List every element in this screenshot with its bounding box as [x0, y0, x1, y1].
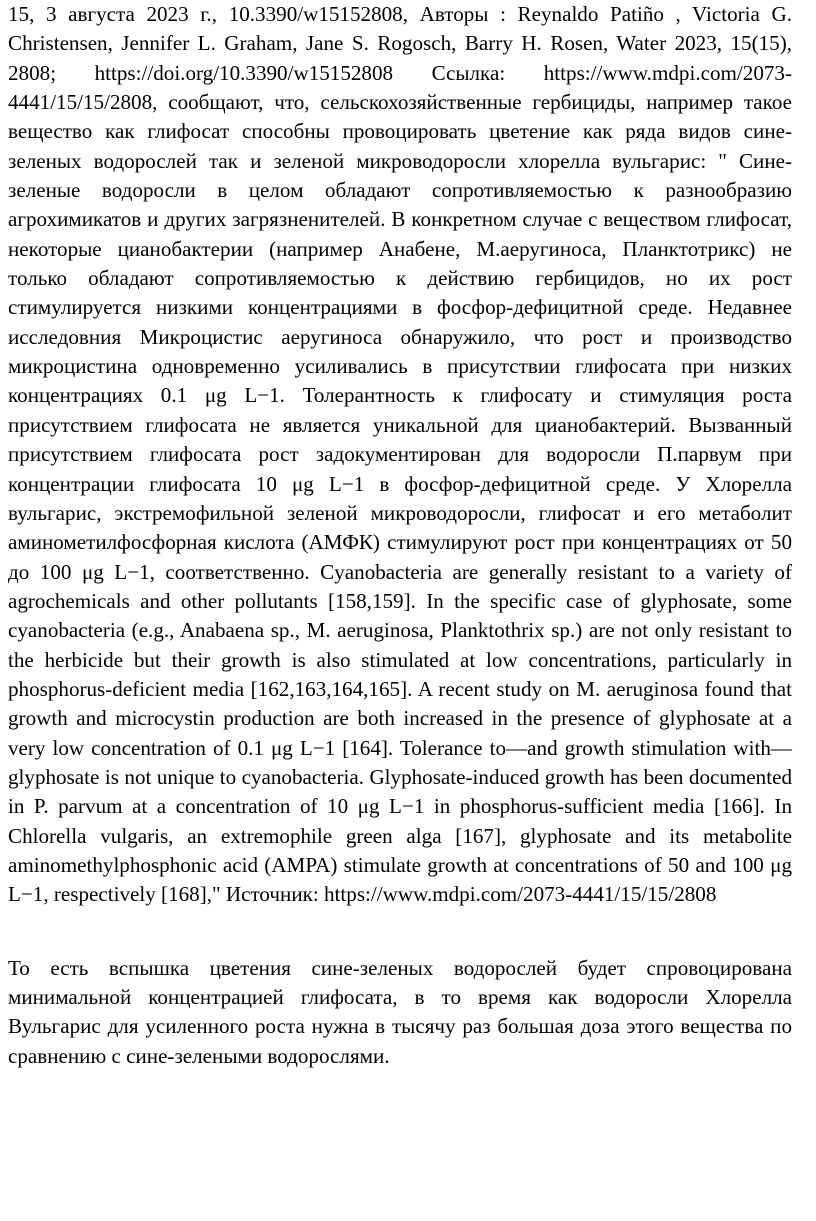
- body-paragraph-conclusion: То есть вспышка цветения сине-зеленых водорослей будет спровоцирована минимальной концентрацией глифосата, в то время как водоросли Хлорелла Вульгарис для усиленного роста нужна в тысячу раз большая доза этого вещества по сравнению с сине-зелеными водорослями.: [8, 955, 792, 1068]
- paragraph-spacer: [8, 910, 792, 954]
- body-paragraph-citation: 15, 3 августа 2023 г., 10.3390/w15152808, Авторы : Reynaldo Patiño , Victoria G. Christensen, Jennifer L. Graham, Jane S. Rogosch, Barry H. Rosen, Water 2023, 15(15), 2808; https://doi.org/10.3390/w15152808 Ссылка: https://www.mdpi.com/2073-4441/15/15/2808, сообщают, что, сельскохозяйственные гербициды, например такое вещество как глифосат способны провоцировать цветение как ряда видов сине-зеленых водорослей так и зеленой микроводоросли хлорелла вульгарис: " Сине-зеленые водоросли в целом обладают сопротивляемостью к разнообразию агрохимикатов и других загрязненителей. В конкретном случае с веществом глифосат, некоторые цианобактерии (например Анабене, М.аеругиноса, Планктотрикс) не только обладают сопротивляемостью к действию гербицидов, но их рост стимулируется низкими концентрациями в фосфор-дефицитной среде. Недавнее исследовния Микроцистис аеругиноса обнаружило, что рост и производство микроцистина одновременно усиливались в присутствии глифосата при низких концентрациях 0.1 μg L−1. Толерантность к глифосату и стимуляция роста присутствием глифосата не является уникальной для цианобактерий. Вызванный присутствием глифосата рост задокументирован для водоросли П.парвум при концентрации глифосата 10 μg L−1 в фосфор-дефицитной среде. У Хлорелла вульгарис, экстремофильной зеленой микроводоросли, глифосат и его метаболит аминометилфосфорная кислота (АМФК) стимулируют рост при концентрациях от 50 до 100 μg L−1, соответственно. Cyanobacteria are generally resistant to a variety of agrochemicals and other pollutants [158,159]. In the specific case of glyphosate, some cyanobacteria (e.g., Anabaena sp., M. aeruginosa, Planktothrix sp.) are not only resistant to the herbicide but their growth is also stimulated at low concentrations, particularly in phosphorus-deficient media [162,163,164,165]. A recent study on M. aeruginosa found that growth and microcystin production are both increased in the presence of glyphosate at a very low concentration of 0.1 μg L−1 [164]. Tolerance to—and growth stimulation with—glyphosate is not unique to cyanobacteria. Glyphosate-induced growth has been documented in P. parvum at a concentration of 10 μg L−1 in phosphorus-sufficient media [166]. In Chlorella vulgaris, an extremophile green alga [167], glyphosate and its metabolite aminomethylphosphonic acid (AMPA) stimulate growth at concentrations of 50 and 100 μg L−1, respectively [168]," Источник: https://www.mdpi.com/2073-4441/15/15/2808: [8, 2, 792, 907]
- document-page: [8, 0, 792, 1071]
